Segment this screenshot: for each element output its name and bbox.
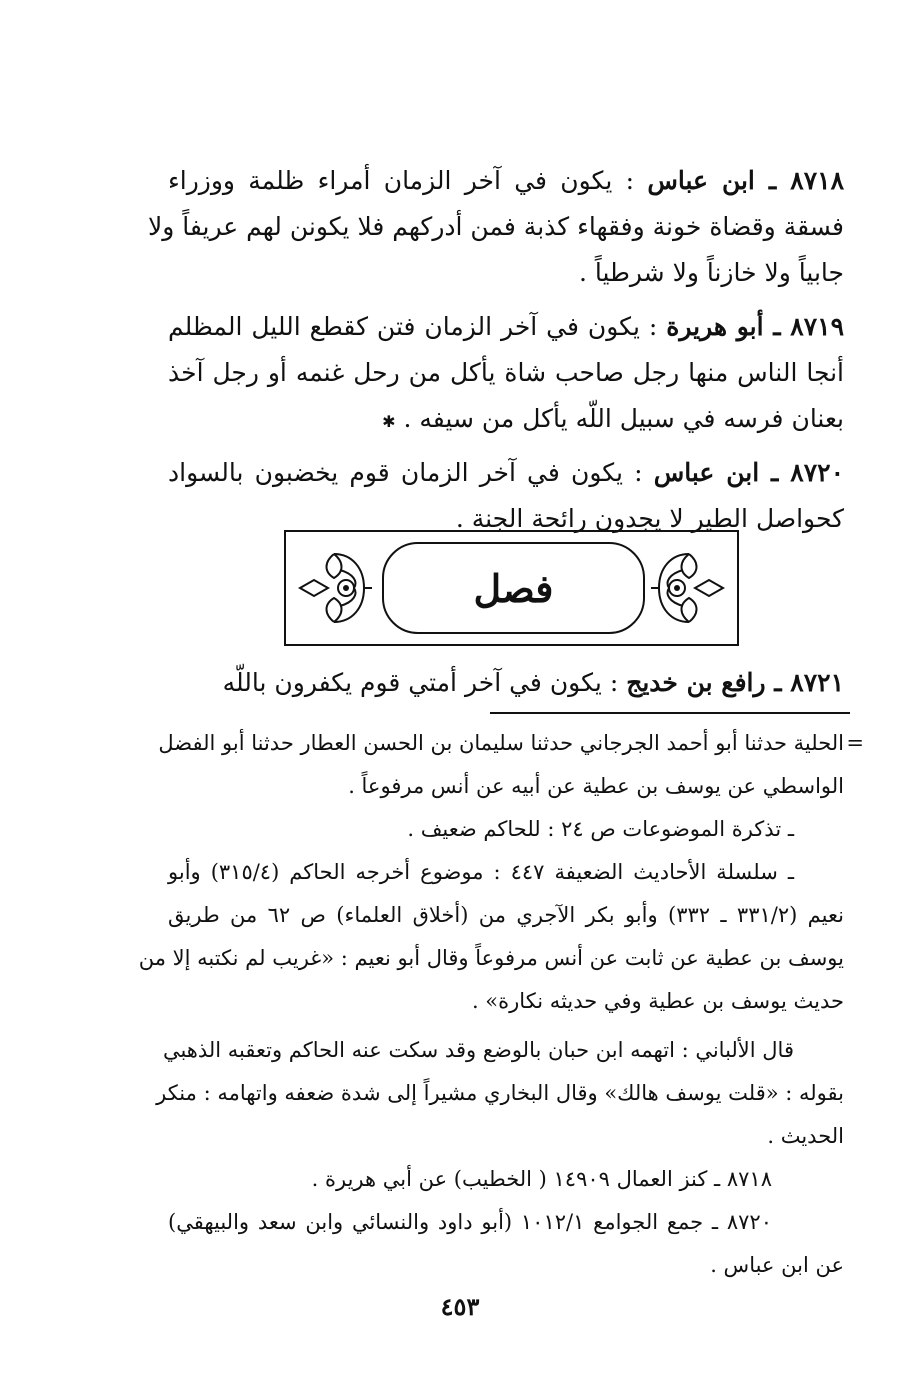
hadith-8718-line-3: جابياً ولا خازناً ولا شرطياً . bbox=[578, 258, 844, 287]
section-heading-frame bbox=[284, 530, 739, 646]
footnote-ref-8720-line-1: ٨٧٢٠ ـ جمع الجوامع ١٠١٢/١ (أبو داود والنسائي وابن سعد والبيهقي) bbox=[168, 1210, 772, 1234]
hadith-number: ٨٧٢١ bbox=[790, 668, 844, 697]
footnote-ref-8718: ٨٧١٨ ـ كنز العمال ١٤٩٠٩ ( الخطيب) عن أبي هريرة . bbox=[311, 1167, 772, 1191]
hadith-8719-line-2: أنجا الناس منها رجل صاحب شاة يأكل من رحل غنمه أو رجل آخذ bbox=[168, 358, 844, 387]
footnote-divider bbox=[490, 712, 850, 714]
hadith-text: بعنان فرسه في سبيل اللّه يأكل من سيفه . bbox=[403, 404, 844, 433]
section-title: فصل bbox=[473, 566, 554, 611]
footnote-albani-line-1: قال الألباني : اتهمه ابن حبان بالوضع وقد سكت عنه الحاكم وتعقبه الذهبي bbox=[162, 1038, 794, 1062]
hadith-8718-line-1: ٨٧١٨ ـ ابن عباس : يكون في آخر الزمان أمراء ظلمة ووزراء bbox=[168, 166, 845, 195]
footnote-note-2-line-3: يوسف بن عطية عن ثابت عن أنس مرفوعاً وقال أبو نعيم : «غريب لم نكتبه إلا من bbox=[138, 946, 844, 970]
hadith-narrator: أبو هريرة bbox=[666, 312, 764, 341]
footnote-albani-line-2: بقوله : «قلت يوسف هالك» وقال البخاري مشيراً إلى شدة ضعفه واتهامه : منكر bbox=[156, 1081, 844, 1105]
marker-star-icon: ✱ bbox=[382, 412, 396, 431]
hadith-text: يكون في آخر الزمان قوم يخضبون بالسواد bbox=[168, 458, 624, 487]
footnotes bbox=[138, 722, 864, 1287]
hadith-narrator: رافع بن خديج bbox=[626, 668, 766, 697]
ornament-left-icon bbox=[294, 548, 374, 628]
hadith-number: ٨٧٢٠ bbox=[790, 458, 844, 487]
hadith-8719-line-3 bbox=[168, 396, 844, 442]
hadith-8721 bbox=[168, 660, 844, 706]
hadith-text: يكون في آخر الزمان فتن كقطع الليل المظلم bbox=[168, 312, 640, 341]
hadith-8718-line-2: فسقة وقضاة خونة وفقهاء كذبة فمن أدركهم فلا يكونن لهم عريفاً ولا bbox=[147, 212, 844, 241]
hadith-8719-line-1: ٨٧١٩ ـ أبو هريرة : يكون في آخر الزمان فتن كقطع الليل المظلم bbox=[168, 312, 845, 341]
footnote-continuation-line-2: الواسطي عن يوسف بن عطية عن أبيه عن أنس مرفوعاً . bbox=[348, 774, 844, 798]
footnote-albani-line-3: الحديث . bbox=[767, 1124, 844, 1148]
footnote-note-2-line-1: ـ سلسلة الأحاديث الضعيفة ٤٤٧ : موضوع أخرجه الحاكم (٣١٥/٤) وأبو bbox=[168, 860, 794, 884]
footnote-note-2-line-2: نعيم (٣٣١/٢ ـ ٣٣٢) وأبو بكر الآجري من (أخلاق العلماء) ص ٦٢ من طريق bbox=[168, 903, 844, 927]
footnote-note-2-line-4: حديث يوسف بن عطية وفي حديثه نكارة» . bbox=[471, 989, 844, 1013]
hadith-text: يكون في آخر الزمان أمراء ظلمة ووزراء bbox=[168, 166, 613, 195]
hadith-number: ٨٧١٩ bbox=[790, 312, 845, 341]
hadith-8720-line-1: ٨٧٢٠ ـ ابن عباس : يكون في آخر الزمان قوم يخضبون بالسواد bbox=[168, 458, 844, 487]
hadith-number: ٨٧١٨ bbox=[790, 166, 845, 195]
footnote-continuation-line-1: = الحلية حدثنا أبو أحمد الجرجاني حدثنا سليمان بن الحسن العطار حدثنا أبو الفضل bbox=[168, 722, 844, 765]
hadith-narrator: ابن عباس bbox=[647, 166, 755, 195]
section-title-cartouche bbox=[382, 542, 645, 634]
hadith-8720-line-2: كحواصل الطير لا يجدون رائحة الجنة . bbox=[455, 504, 844, 533]
footnote-ref-8720-line-2: عن ابن عباس . bbox=[710, 1253, 844, 1277]
ornament-right-icon bbox=[649, 548, 729, 628]
continuation-mark: = bbox=[846, 731, 864, 755]
hadith-narrator: ابن عباس bbox=[653, 458, 760, 487]
main-text bbox=[147, 158, 845, 542]
hadith-8721-line-1: ٨٧٢١ ـ رافع بن خديج : يكون في آخر أمتي قوم يكفرون باللّه bbox=[222, 668, 844, 697]
hadith-8719 bbox=[168, 304, 844, 442]
hadith-8720 bbox=[168, 450, 844, 542]
page-number: ٤٥٣ bbox=[440, 1292, 480, 1321]
footnote-note-1: ـ تذكرة الموضوعات ص ٢٤ : للحاكم ضعيف . bbox=[407, 817, 794, 841]
hadith-8718 bbox=[147, 158, 845, 296]
hadith-text: يكون في آخر أمتي قوم يكفرون باللّه bbox=[222, 668, 602, 697]
